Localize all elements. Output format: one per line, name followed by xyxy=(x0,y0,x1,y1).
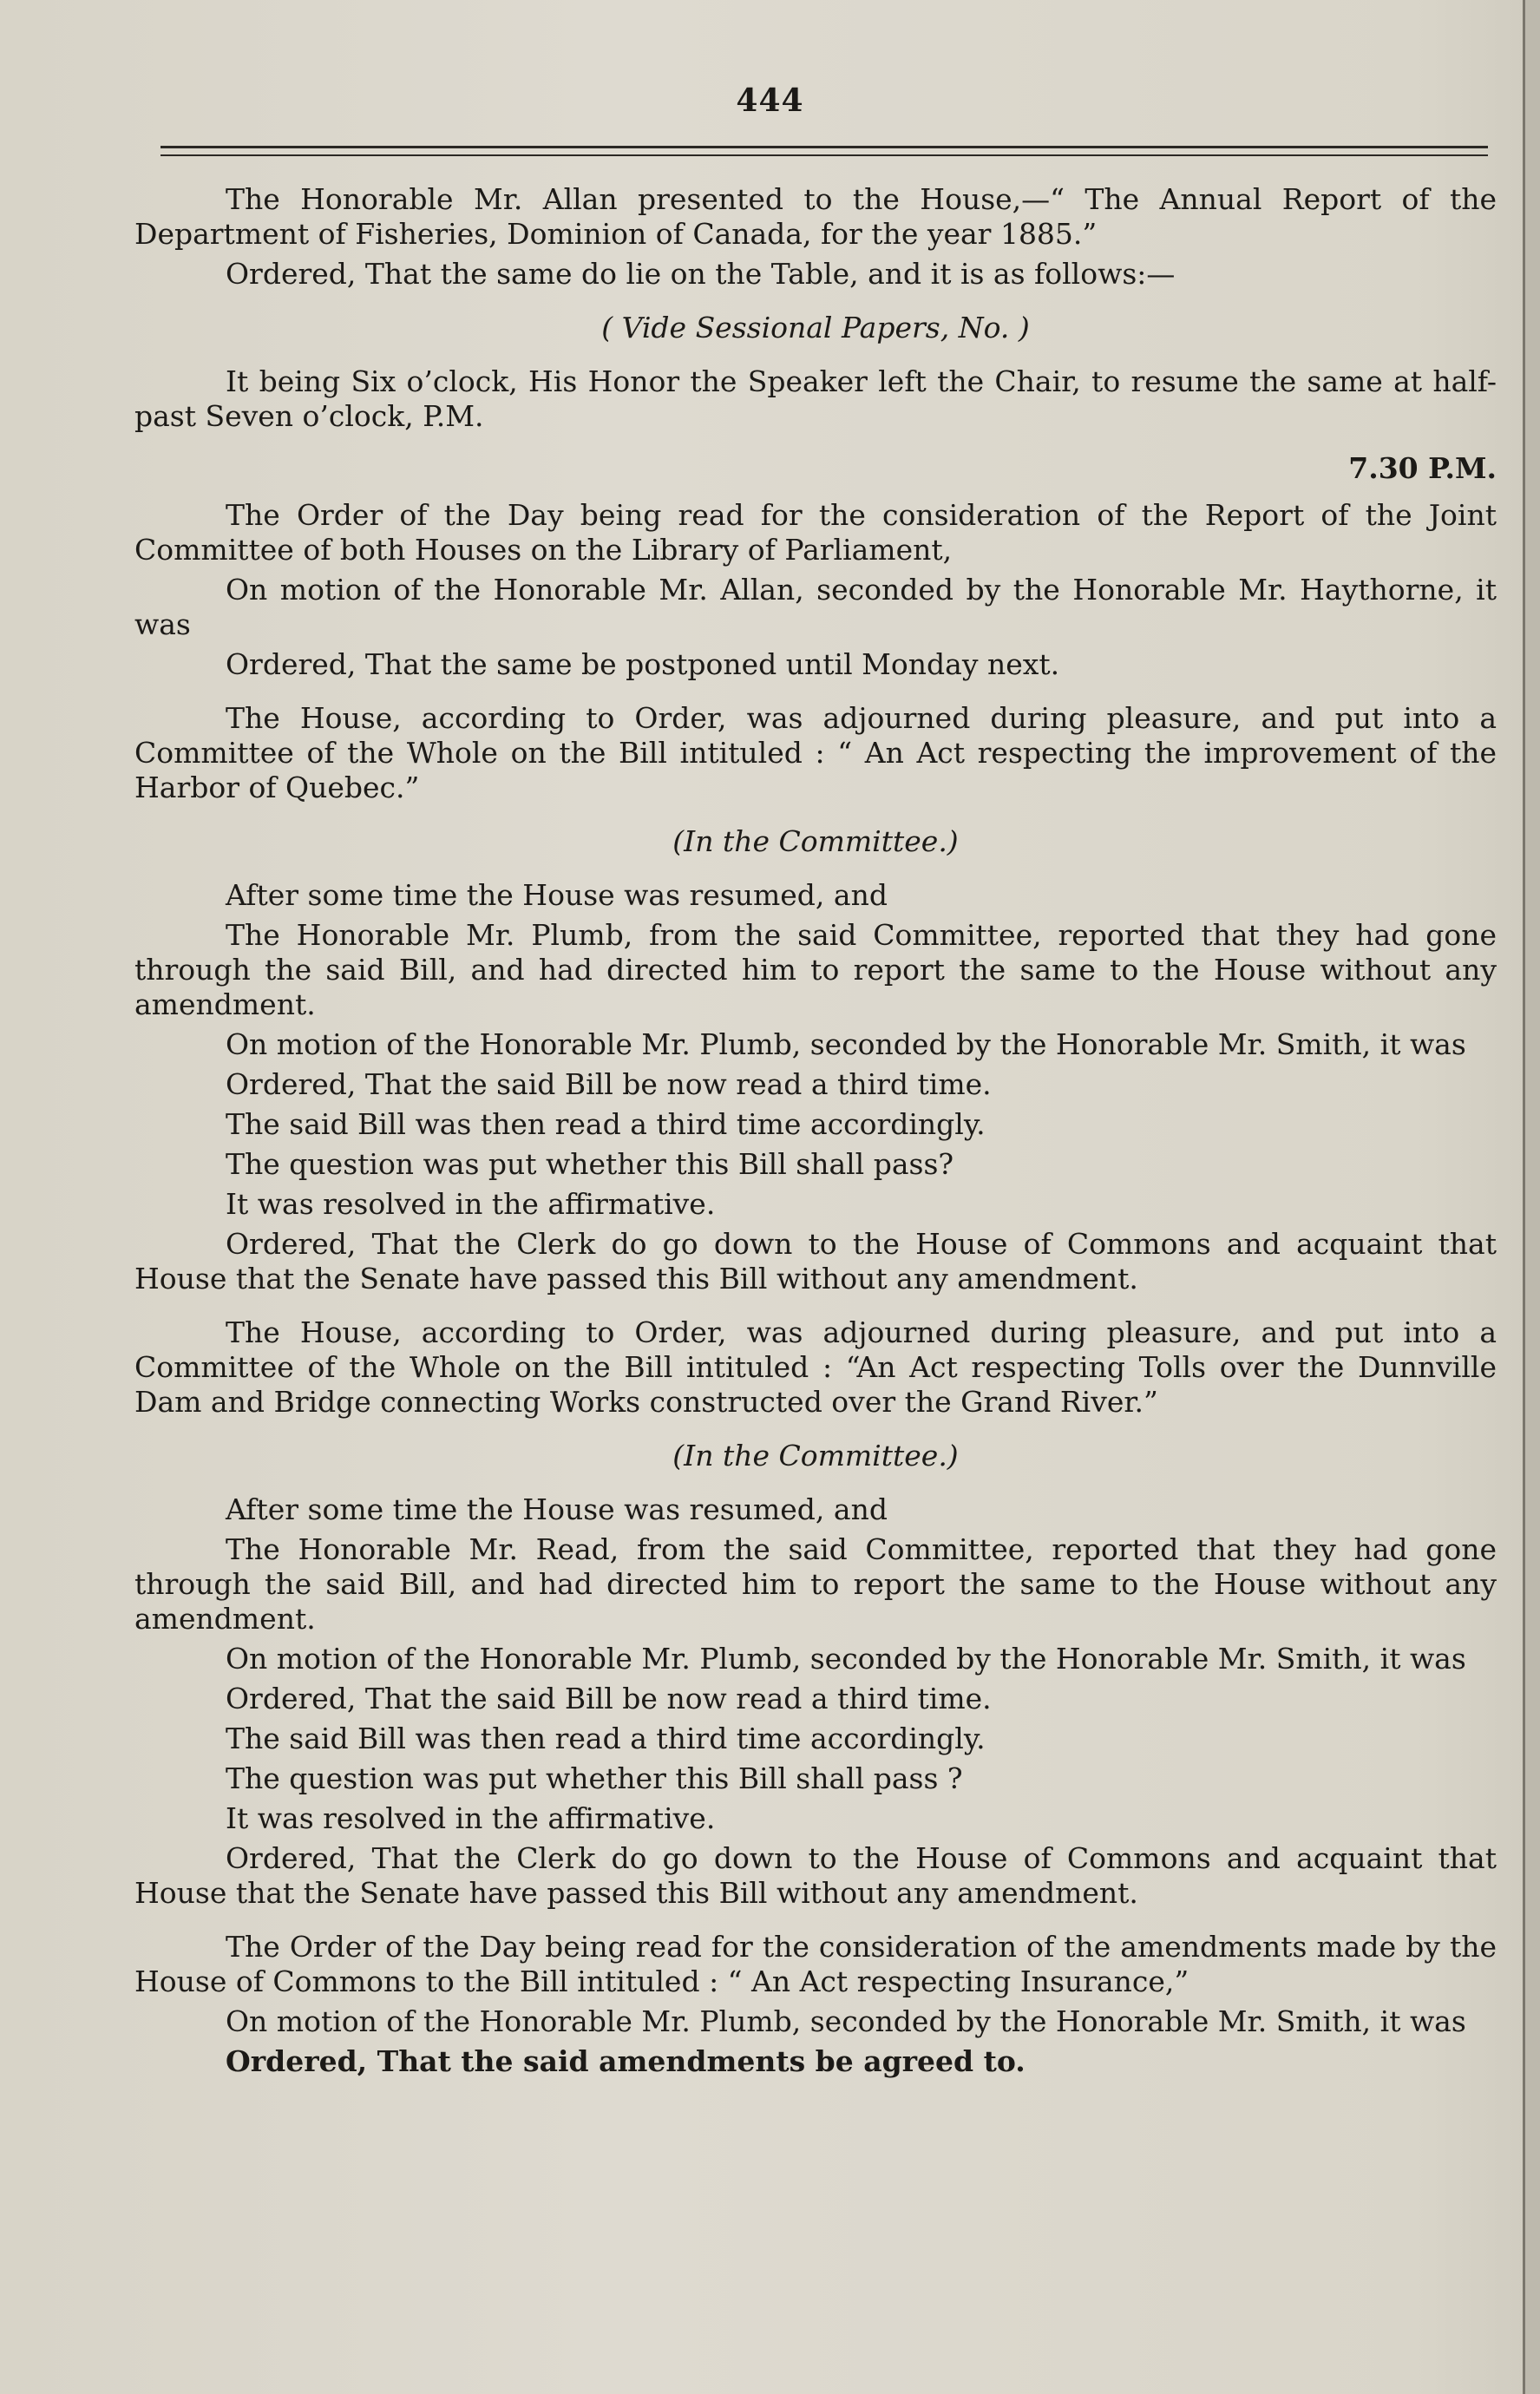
committee-heading: (In the Committee.) xyxy=(672,824,959,858)
paragraph: After some time the House was resumed, and xyxy=(226,878,888,912)
paragraph: The question was put whether this Bill shall pass? xyxy=(226,1147,954,1181)
paragraph: The Order of the Day being read for the consideration of the Report of the Joint Committee of both Houses on the Library of Parliament, xyxy=(134,498,1497,567)
adjacent-page-edge xyxy=(1523,0,1540,2394)
paragraph: Ordered, That the same do lie on the Table, and it is as follows:— xyxy=(226,257,1176,291)
paragraph: The said Bill was then read a third time accordingly. xyxy=(226,1107,986,1141)
paragraph: The Honorable Mr. Plumb, from the said Committee, reported that they had gone through the said Bill, and had directed him to report the same to the House without any amendment. xyxy=(134,918,1497,1021)
paragraph: Ordered, That the same be postponed until Monday next. xyxy=(226,647,1060,681)
paragraph: The question was put whether this Bill shall pass ? xyxy=(226,1761,963,1795)
paragraph: The House, according to Order, was adjourned during pleasure, and put into a Committee of the Whole on the Bill intituled : “An Act respecting Tolls over the Dunnville Dam and Bridge connecting Works constructed over the Grand River.” xyxy=(134,1315,1497,1419)
header-rule-secondary xyxy=(161,154,1488,156)
paragraph: The Order of the Day being read for the consideration of the amendments made by the House of Commons to the Bill intituled : “ An Act respecting Insurance,” xyxy=(134,1930,1497,1998)
paragraph: It was resolved in the affirmative. xyxy=(226,1187,716,1221)
page-body xyxy=(134,182,1497,2084)
paragraph: Ordered, That the said Bill be now read a third time. xyxy=(226,1682,992,1715)
paragraph: Ordered, That the Clerk do go down to the House of Commons and acquaint that House that the Senate have passed this Bill without any amendment. xyxy=(134,1841,1497,1910)
paragraph: It being Six o’clock, His Honor the Speaker left the Chair, to resume the same at half-past Seven o’clock, P.M. xyxy=(134,364,1497,433)
vide-note: ( Vide Sessional Papers, No. ) xyxy=(601,311,1030,344)
paragraph: The Honorable Mr. Allan presented to the House,—“ The Annual Report of the Department of Fisheries, Dominion of Canada, for the year 1885.” xyxy=(134,182,1497,251)
header-rule xyxy=(161,146,1488,148)
time-mark: 7.30 P.M. xyxy=(1348,451,1497,485)
paragraph: On motion of the Honorable Mr. Allan, seconded by the Honorable Mr. Haythorne, it was xyxy=(134,573,1497,641)
paragraph: After some time the House was resumed, and xyxy=(226,1492,888,1526)
paragraph: Ordered, That the Clerk do go down to the House of Commons and acquaint that House that the Senate have passed this Bill without any amendment. xyxy=(134,1227,1497,1295)
paragraph: It was resolved in the affirmative. xyxy=(226,1801,716,1835)
paragraph: The Honorable Mr. Read, from the said Committee, reported that they had gone through the said Bill, and had directed him to report the same to the House without any amendment. xyxy=(134,1532,1497,1636)
paragraph: The said Bill was then read a third time accordingly. xyxy=(226,1722,986,1755)
page-number: 444 xyxy=(736,82,804,119)
paragraph: The House, according to Order, was adjourned during pleasure, and put into a Committee of the Whole on the Bill intituled : “ An Act respecting the improvement of the Harbor of Quebec.” xyxy=(134,701,1497,804)
paragraph: On motion of the Honorable Mr. Plumb, seconded by the Honorable Mr. Smith, it was xyxy=(226,2004,1466,2038)
paragraph: Ordered, That the said amendments be agreed to. xyxy=(226,2044,1026,2078)
paragraph: Ordered, That the said Bill be now read a third time. xyxy=(226,1067,992,1101)
paragraph: On motion of the Honorable Mr. Plumb, seconded by the Honorable Mr. Smith, it was xyxy=(226,1642,1466,1676)
committee-heading: (In the Committee.) xyxy=(672,1439,959,1472)
paragraph: On motion of the Honorable Mr. Plumb, seconded by the Honorable Mr. Smith, it was xyxy=(226,1027,1466,1061)
